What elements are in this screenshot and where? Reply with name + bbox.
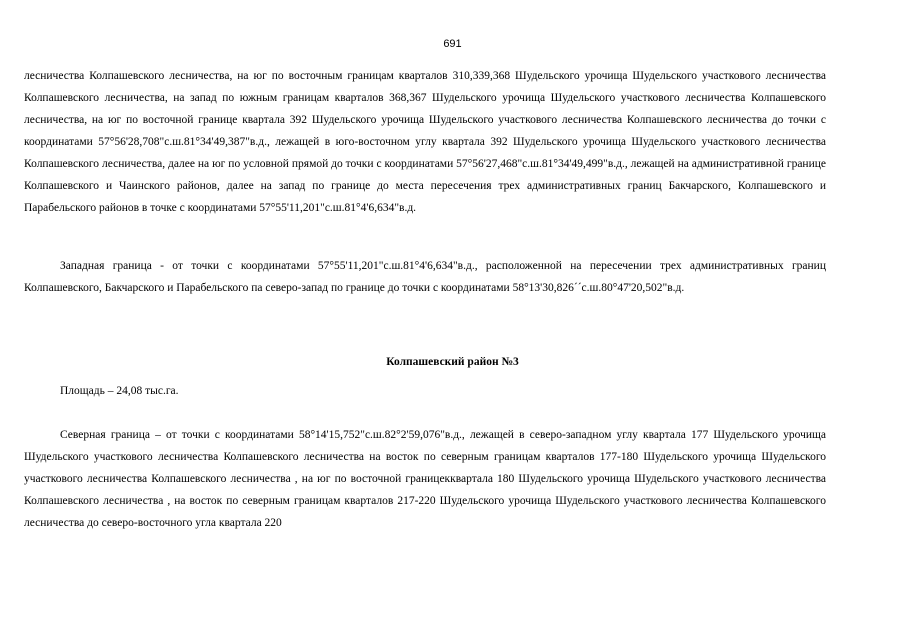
page-number: 691 — [443, 38, 462, 50]
paragraph-area: Площадь – 24,08 тыс.га. — [60, 385, 179, 397]
section-heading: Колпашевский район №3 — [386, 356, 519, 368]
paragraph-western-boundary: Западная граница - от точки с координатами 57°55'11,201"с.ш.81°4'6,634"в.д., расположенной на пересечении трех административных границ Колпашевского, Бакчарского и Парабельского па северо-запад по границе до точки с координатами 58°13'30,826´´с.ш.80°47'20,502"в.д. — [24, 260, 826, 294]
paragraph-boundary-continuation: лесничества Колпашевского лесничества, на юг по восточным границам кварталов 310,339,368 Шудельского урочища Шудельского участкового лесничества Колпашевского лесничества, на запад по южным границам кварталов 368,367 Шудельского урочища Шудельского участкового лесничества Колпашевского лесничества, на юг по восточной границе квартала 392 Шудельского урочища Шудельского участкового лесничества Колпашевского лесничества до точки с координатами 57°56'28,708"с.ш.81°34'49,387"в.д., лежащей в юго-восточном углу квартала 392 Шудельского урочища Шудельского участкового лесничества Колпашевского лесничества, далее на юг по условной прямой до точки с координатами 57°56'27,468"с.ш.81°34'49,499"в.д., лежащей на административной границе Колпашевского и Чаинского районов, далее на запад по границе до места пересечения трех административных границ Бакчарского, Колпашевского и Парабельского районов в точке с координатами 57°55'11,201"с.ш.81°4'6,634"в.д. — [24, 70, 826, 214]
paragraph-northern-boundary: Северная граница – от точки с координатами 58°14'15,752"с.ш.82°2'59,076"в.д., лежащей в северо-западном углу квартала 177 Шудельского урочища Шудельского участкового лесничества Колпашевского лесничества на восток по северным границам кварталов 177-180 Шудельского урочища Шудельского участкового лесничества Колпашевского лесничества , на юг по восточной границекквартала 180 Шудельского урочища Шудельского участкового лесничества Колпашевского лесничества , на восток по северным границам кварталов 217-220 Шудельского урочища Шудельского участкового лесничества Колпашевского лесничества до северо-восточного угла квартала 220 — [24, 429, 826, 529]
